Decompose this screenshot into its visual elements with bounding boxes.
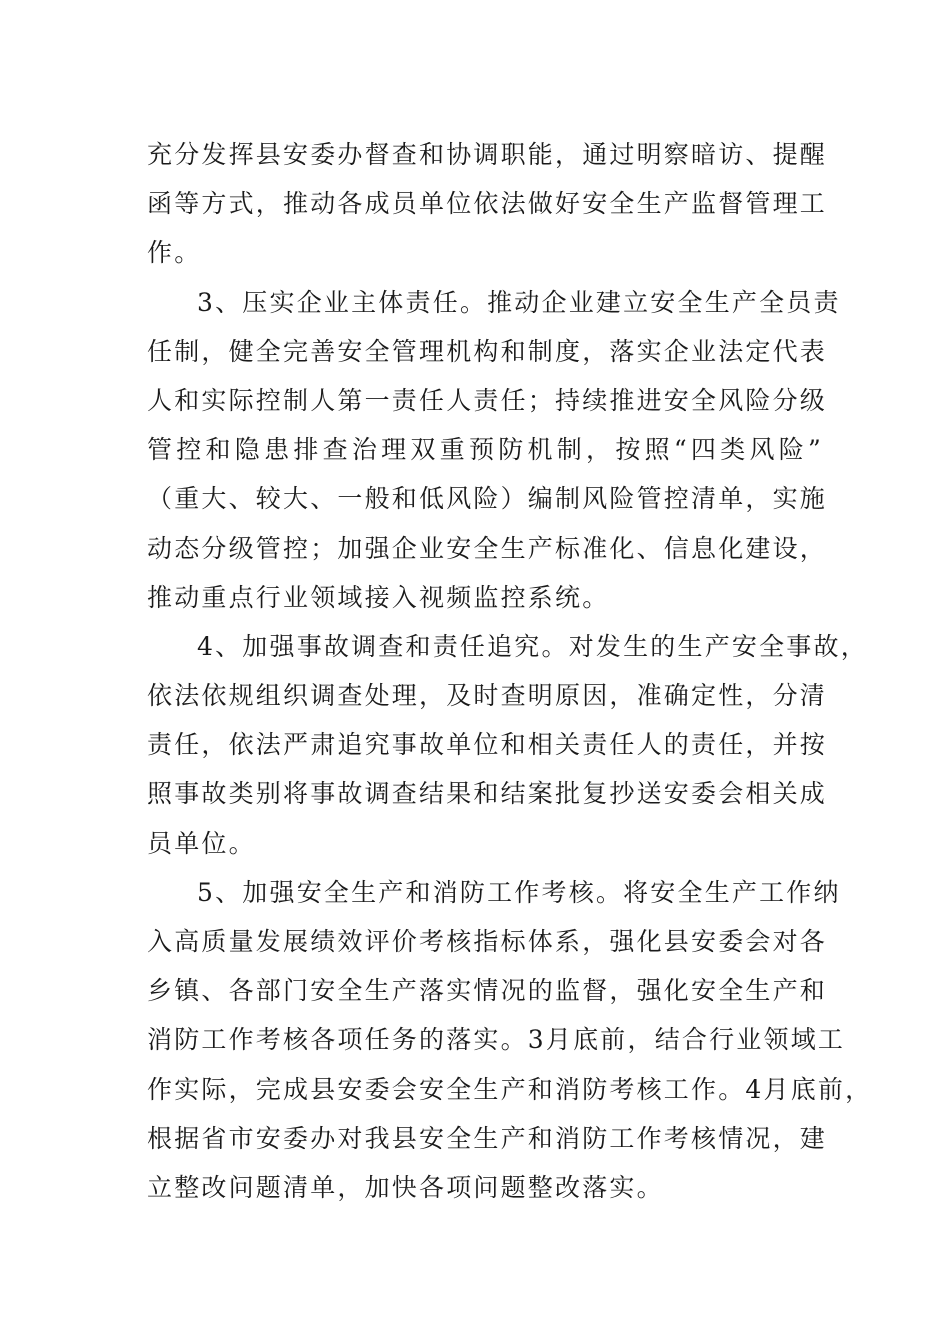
document-body: [147, 130, 873, 1212]
text-line: 入高质量发展绩效评价考核指标体系，强化县安委会对各: [147, 927, 828, 956]
text-line: 推动重点行业领域接入视频监控系统。: [147, 582, 610, 612]
paragraph-4: [147, 622, 868, 868]
text-line: 5、加强安全生产和消防工作考核。将安全生产工作纳: [197, 877, 841, 907]
text-line: 消防工作考核各项任务的落实。3月底前，结合行业领域工: [147, 1025, 846, 1055]
text-line: 人和实际控制人第一责任人责任；持续推进安全风险分级: [147, 385, 828, 415]
text-line: 员单位。: [147, 828, 256, 858]
text-line: 照事故类别将事故调查结果和结案批复抄送安委会相关成: [147, 779, 828, 809]
text-line: 乡镇、各部门安全生产落实情况的监督，强化安全生产和: [147, 976, 828, 1006]
text-line: 3、压实企业主体责任。推动企业建立安全生产全员责: [197, 287, 841, 317]
paragraph-3: [147, 278, 841, 622]
text-line: （重大、较大、一般和低风险）编制风险管控清单，实施: [147, 484, 828, 514]
text-line: 立整改问题清单，加快各项问题整改落实。: [147, 1172, 664, 1202]
text-line: 管控和隐患排查治理双重预防机制，按照“四类风险”: [147, 435, 823, 465]
text-line: 作。: [147, 238, 202, 268]
text-line: 根据省市安委办对我县安全生产和消防工作考核情况，建: [147, 1123, 828, 1153]
text-line: 充分发挥县安委办督查和协调职能，通过明察暗访、提醒: [147, 140, 828, 169]
paragraph-intro: [147, 130, 828, 278]
text-line: 依法依规组织调查处理，及时查明原因，准确定性，分清: [147, 681, 828, 711]
text-line: 责任，依法严肃追究事故单位和相关责任人的责任，并按: [147, 730, 828, 760]
text-line: 任制，健全完善安全管理机构和制度，落实企业法定代表: [147, 336, 828, 366]
paragraph-5: [147, 868, 873, 1212]
text-line: 作实际，完成县安委会安全生产和消防考核工作。4月底前，: [147, 1074, 873, 1104]
text-line: 4、加强事故调查和责任追究。对发生的生产安全事故，: [197, 631, 868, 661]
text-line: 函等方式，推动各成员单位依法做好安全生产监督管理工: [147, 189, 828, 219]
text-line: 动态分级管控；加强企业安全生产标准化、信息化建设，: [147, 533, 828, 563]
